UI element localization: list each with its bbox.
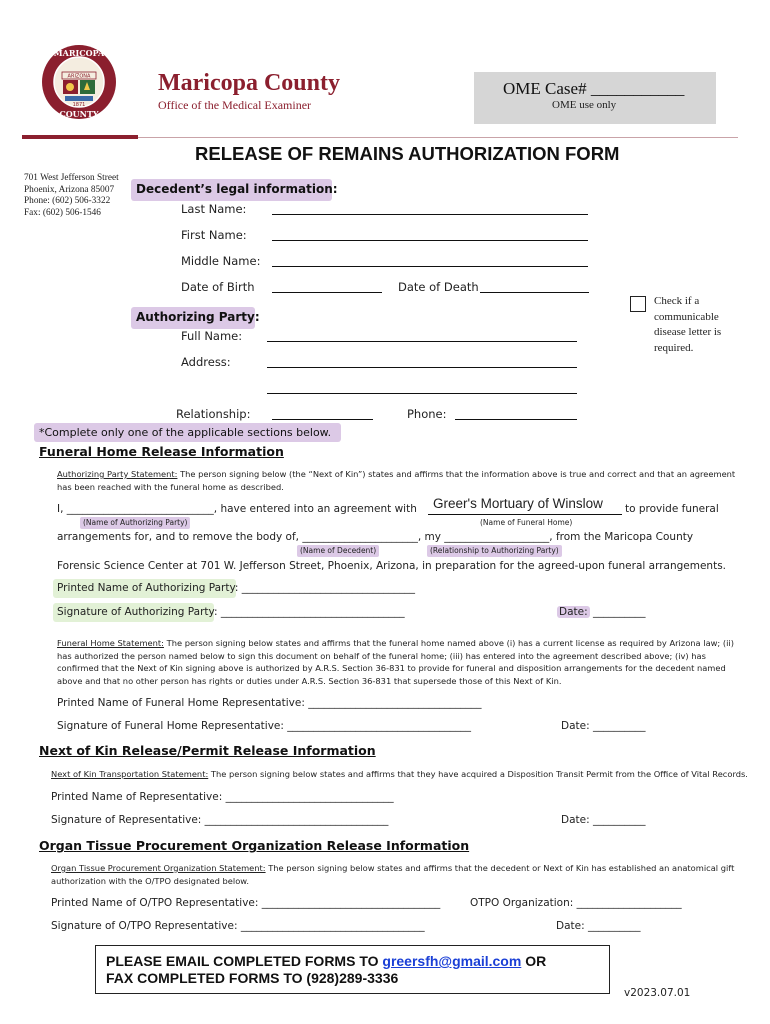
printed-fh-rep[interactable]: Printed Name of Funeral Home Representative: _________________________________ [57,697,482,709]
address-line: Phone: (602) 506-3322 [24,196,111,206]
full-name-field[interactable] [267,341,577,342]
otpo-date[interactable]: Date: __________ [556,920,641,932]
fax-line: FAX COMPLETED FORMS TO (928)289-3336 [106,970,399,986]
communicable-text: Check if a communicable disease letter is required. [654,295,722,354]
otpo-organization[interactable]: OTPO Organization: ____________________ [470,897,682,909]
seal-band-text: ARIZONA [67,73,91,80]
date-auth-blank: __________ [589,606,646,618]
relationship-label: Relationship: [176,407,251,421]
address-line: 701 West Jefferson Street [24,173,119,183]
middle-name-field[interactable] [272,266,588,267]
funeral-home-name-value[interactable]: Greer's Mortuary of Winslow [433,496,603,511]
full-name-label: Full Name: [181,329,243,343]
date-fh-rep[interactable]: Date: __________ [561,720,646,732]
dob-label: Date of Birth [181,280,255,294]
otpo-heading: Organ Tissue Procurement Organization Release Information [39,838,470,853]
funeral-home-name-field [428,514,622,515]
nok-statement-label: Next of Kin Transportation Statement: [51,769,209,779]
email-line [106,953,546,969]
nok-statement-text: The person signing below states and affirms that they have acquired a Disposition Transit Permit from the Office of Vital Records. [208,769,748,779]
form-title: RELEASE OF REMAINS AUTHORIZATION FORM [195,143,620,164]
last-name-field[interactable] [272,214,588,215]
funeral-home-heading: Funeral Home Release Information [39,444,284,459]
otpo-statement-label: Organ Tissue Procurement Organization Statement: [51,863,266,873]
arrangements-line: arrangements for, and to remove the body of, ______________________, my ____________________, from the Maricopa County [57,531,694,543]
seal-top-text: MARICOPA [53,48,105,58]
otpo-statement-text: The person signing below states and affirms that the decedent or Next of Kin has established an anatomical gift authorization with the O/TPO designated below. [51,863,735,886]
otpo-statement [51,862,751,887]
version-label: v2023.07.01 [624,987,691,999]
nok-statement [51,768,751,781]
header-rule [22,135,138,139]
address-line: Phoenix, Arizona 85007 [24,184,115,195]
nok-signature[interactable]: Signature of Representative: ___________________________________ [51,814,389,826]
otpo-printed[interactable]: Printed Name of O/TPO Representative: __________________________________ [51,897,441,909]
fh-statement-text: The person signing below states and affirms that the funeral home named above (i) has a current license as required by Arizona law; (ii) has authorized the person named below to sign this document on behalf of the funeral home; (iii) has entered into the agreement described above; (iv) has confirmed that the Next of Kin signing above is authorized by A.R.S. Section 36-831 to provide for funeral and disposition arrangements for the decedent named above and that no other person has rights or duties under A.R.S. Section 36-831 that supersede those of this Next of Kin. [57,638,734,686]
address-label: Address: [181,355,231,369]
complete-note-text: *Complete only one of the applicable sections below. [39,426,332,439]
to-provide-text: to provide funeral [625,503,719,515]
ome-case-label: OME Case# ___________ [503,79,685,98]
otpo-signature[interactable]: Signature of O/TPO Representative: ___________________________________ [51,920,425,932]
middle-name-label: Middle Name: [181,254,261,268]
nok-heading: Next of Kin Release/Permit Release Information [39,743,376,758]
statement-label: Authorizing Party Statement: [57,469,178,479]
fh-statement-label: Funeral Home Statement: [57,638,164,648]
relationship-field[interactable] [272,419,373,420]
email-link[interactable]: greersfh@gmail.com [382,953,522,969]
dept-name: Office of the Medical Examiner [158,98,312,112]
address-block [24,173,119,219]
last-name-label: Last Name: [181,202,247,216]
dod-field[interactable] [480,292,589,293]
phone-field[interactable] [455,419,577,420]
funeral-home-statement [57,637,747,687]
county-seal-logo [40,42,118,122]
email-suffix: OR [521,953,547,969]
name-funeral-home-caption: (Name of Funeral Home) [480,518,573,527]
org-name: Maricopa County [158,70,340,96]
decedent-heading-text: Decedent’s legal information: [136,182,338,196]
printed-auth-party[interactable]: Printed Name of Authorizing Party: _________________________________ [57,582,416,594]
header-rule-thin [138,137,738,138]
signature-fh-rep[interactable]: Signature of Funeral Home Representative: ___________________________________ [57,720,472,732]
forensic-line: Forensic Science Center at 701 W. Jefferson Street, Phoenix, Arizona, in preparation for the agreed-upon funeral arrangements. [57,560,727,572]
name-auth-party-caption: (Name of Authorizing Party) [80,517,190,529]
nok-printed[interactable]: Printed Name of Representative: ________________________________ [51,791,394,803]
signature-auth-party[interactable]: Signature of Authorizing Party: ___________________________________ [57,606,405,618]
nok-date[interactable]: Date: __________ [561,814,646,826]
ome-use-only: OME use only [552,99,617,111]
dod-label: Date of Death [398,280,479,294]
date-auth-label: Date: [559,606,588,618]
first-name-label: First Name: [181,228,247,242]
relationship-caption: (Relationship to Authorizing Party) [427,545,562,557]
first-name-field[interactable] [272,240,588,241]
date-auth-field[interactable] [557,606,645,618]
name-decedent-caption: (Name of Decedent) [297,545,379,557]
statement-text: The person signing below (the “Next of Kin”) states and affirms that the information above is true and correct and that an agreement has been reached with the funeral home as described. [57,469,736,492]
authorizing-heading-text: Authorizing Party: [136,310,260,324]
communicable-checkbox[interactable] [630,296,646,312]
email-prefix: PLEASE EMAIL COMPLETED FORMS TO [106,953,383,969]
seal-year-text: 1871 [72,102,86,108]
agreement-line-prefix: I, ____________________________, have entered into an agreement with [57,503,417,515]
address-line: Fax: (602) 506-1546 [24,207,101,218]
authorizing-party-statement [57,468,747,493]
address-field-2[interactable] [267,393,577,394]
seal-bottom-text: COUNTY [59,109,99,119]
phone-label: Phone: [407,407,447,421]
address-field-1[interactable] [267,367,577,368]
dob-field[interactable] [272,292,382,293]
